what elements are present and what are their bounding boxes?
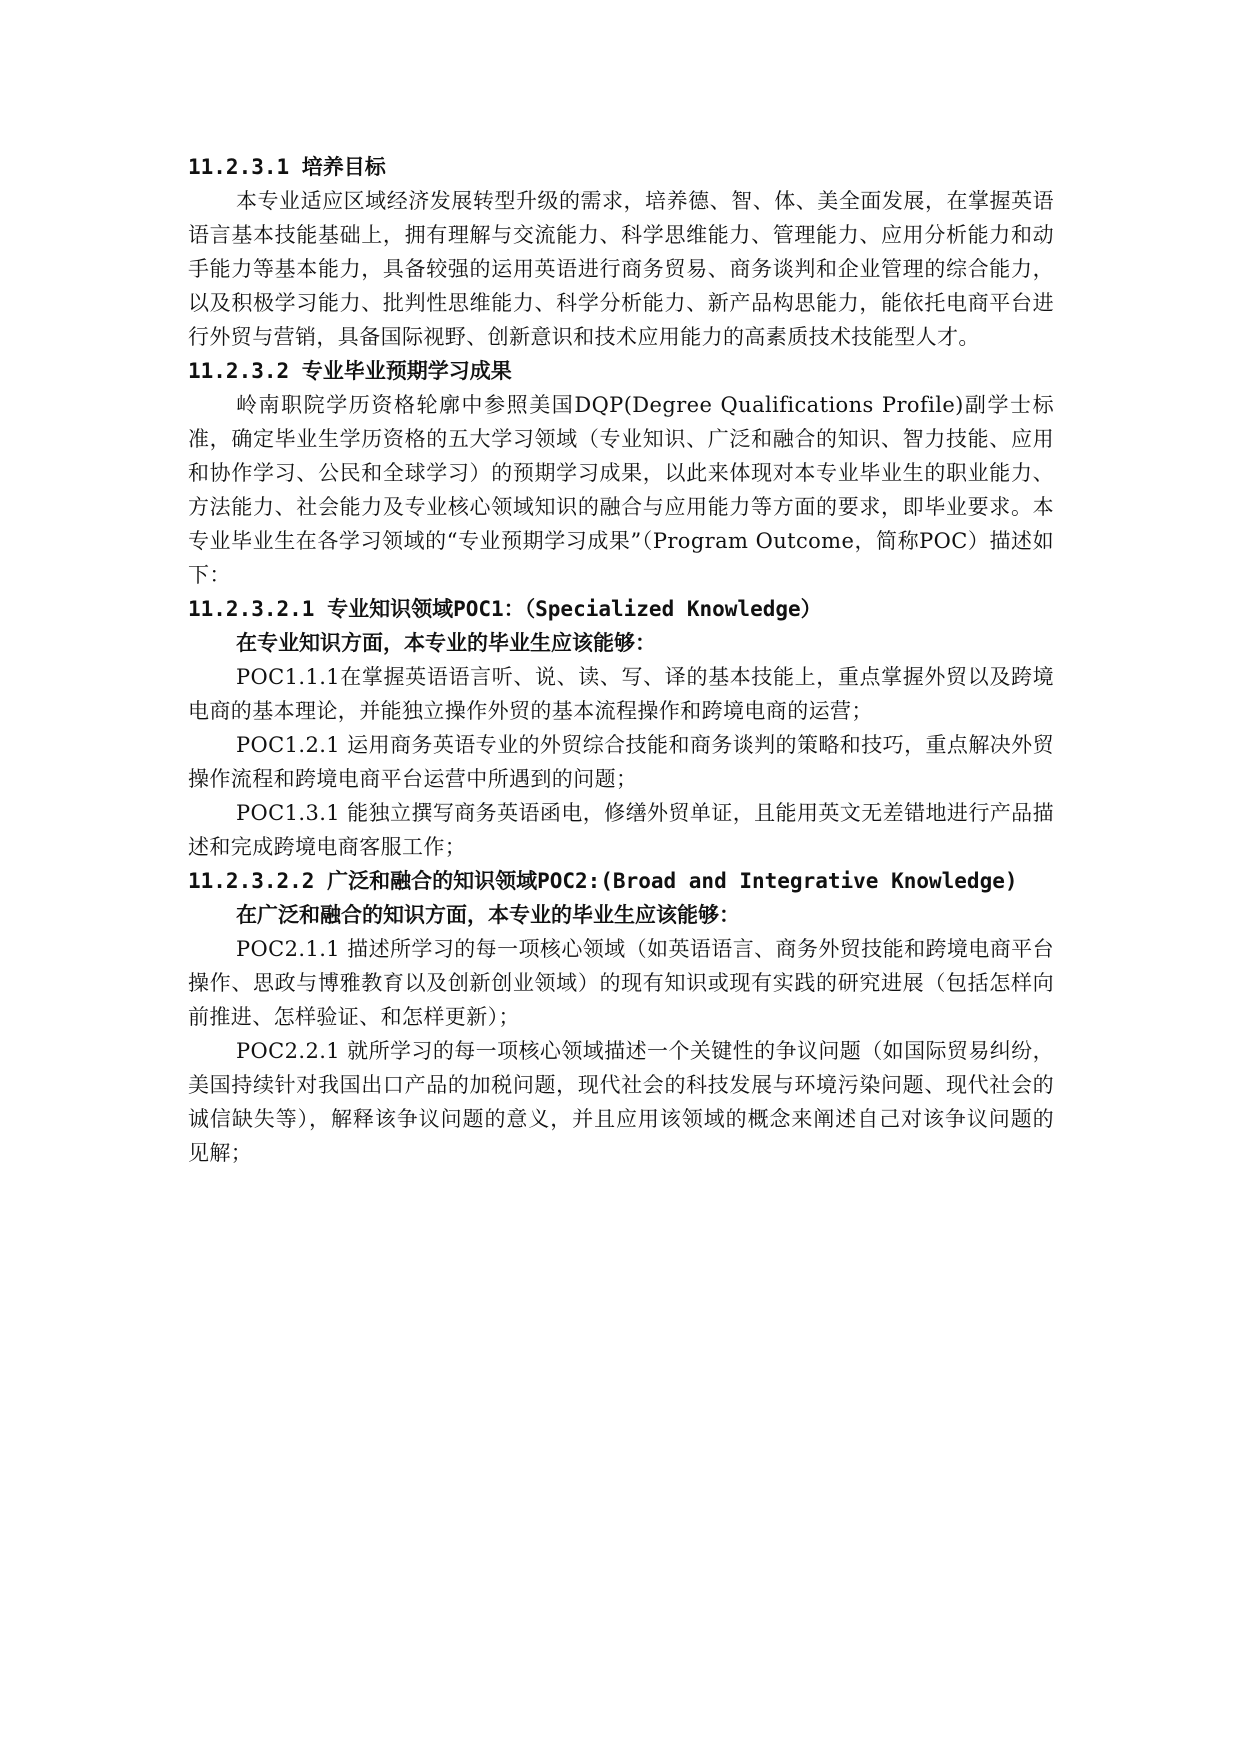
- section-heading: 11.2.3.1 培养目标: [188, 155, 386, 179]
- paragraph: 本专业适应区域经济发展转型升级的需求，培养德、智、体、美全面发展，在掌握英语语言基本技能基础上，拥有理解与交流能力、科学思维能力、管理能力、应用分析能力和动手能力等基本能力，具备较强的运用英语进行商务贸易、商务谈判和企业管理的综合能力，以及积极学习能力、批判性思维能力、科学分析能力、新产品构思能力，能依托电商平台进行外贸与营销，具备国际视野、创新意识和技术应用能力的高素质技术技能型人才。: [188, 189, 1054, 349]
- paragraph: POC1.1.1在掌握英语语言听、说、读、写、译的基本技能上，重点掌握外贸以及跨境电商的基本理论，并能独立操作外贸的基本流程操作和跨境电商的运营；: [188, 665, 1054, 723]
- paragraph: POC1.3.1 能独立撰写商务英语函电，修缮外贸单证，且能用英文无差错地进行产品描述和完成跨境电商客服工作；: [188, 801, 1054, 859]
- section-subheading: 在广泛和融合的知识方面，本专业的毕业生应该能够：: [236, 903, 740, 927]
- section-training-objectives: [188, 150, 1054, 354]
- section-heading: 11.2.3.2.1 专业知识领域POC1：（Specialized Knowledge）: [188, 597, 822, 621]
- paragraph: POC1.2.1 运用商务英语专业的外贸综合技能和商务谈判的策略和技巧，重点解决外贸操作流程和跨境电商平台运营中所遇到的问题；: [188, 733, 1054, 791]
- paragraph: 岭南职院学历资格轮廓中参照美国DQP(Degree Qualifications Profile)副学士标准，确定毕业生学历资格的五大学习领域（专业知识、广泛和融合的知识、智力技能、应用和协作学习、公民和全球学习）的预期学习成果，以此来体现对本专业毕业生的职业能力、方法能力、社会能力及专业核心领域知识的融合与应用能力等方面的要求，即毕业要求。本专业毕业生在各学习领域的“专业预期学习成果”（Program Outcome，简称POC）描述如下：: [188, 393, 1054, 587]
- document-body: [188, 150, 1054, 1170]
- section-subheading: 在专业知识方面，本专业的毕业生应该能够：: [236, 631, 656, 655]
- paragraph: POC2.2.1 就所学习的每一项核心领域描述一个关键性的争议问题（如国际贸易纠纷，美国持续针对我国出口产品的加税问题，现代社会的科技发展与环境污染问题、现代社会的诚信缺失等），解释该争议问题的意义，并且应用该领域的概念来阐述自己对该争议问题的见解；: [188, 1039, 1054, 1165]
- section-learning-outcomes: [188, 354, 1054, 592]
- section-heading: 11.2.3.2.2 广泛和融合的知识领域POC2:(Broad and Integrative Knowledge): [188, 869, 1018, 893]
- paragraph: POC2.1.1 描述所学习的每一项核心领域（如英语语言、商务外贸技能和跨境电商平台操作、思政与博雅教育以及创新创业领域）的现有知识或现有实践的研究进展（包括怎样向前推进、怎样验证、和怎样更新）；: [188, 937, 1054, 1029]
- section-poc1-specialized-knowledge: [188, 592, 1054, 864]
- section-poc2-broad-knowledge: [188, 864, 1054, 1170]
- section-heading: 11.2.3.2 专业毕业预期学习成果: [188, 359, 512, 383]
